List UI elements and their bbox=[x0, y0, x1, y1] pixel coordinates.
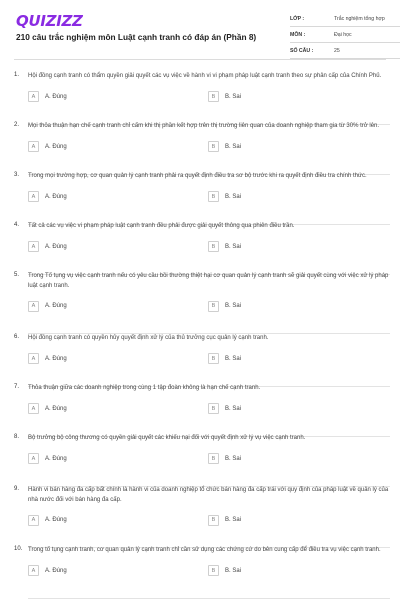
question-number: 5. bbox=[14, 272, 20, 278]
option-a[interactable] bbox=[28, 452, 208, 466]
option-letter-box: A bbox=[28, 241, 39, 252]
option-text: B. Sai bbox=[225, 193, 242, 200]
question-number: 2. bbox=[14, 122, 20, 128]
answer-options bbox=[28, 452, 390, 487]
answer-options bbox=[28, 190, 390, 225]
meta-value: Đại học bbox=[334, 31, 352, 38]
option-b[interactable] bbox=[208, 402, 388, 416]
option-text: B. Sai bbox=[225, 355, 242, 362]
answer-options bbox=[28, 240, 390, 275]
meta-key: MÔN : bbox=[290, 31, 306, 38]
option-letter-box: B bbox=[208, 301, 219, 312]
question-text: Hội đồng cạnh tranh có quyền hủy quyết định xử lý của thủ trưởng cục quản lý cạnh tranh. bbox=[28, 335, 269, 341]
option-b[interactable] bbox=[208, 140, 388, 154]
option-letter-box: A bbox=[28, 191, 39, 202]
option-letter-box: B bbox=[208, 91, 219, 102]
option-letter-box: B bbox=[208, 241, 219, 252]
option-b[interactable] bbox=[208, 240, 388, 254]
option-a[interactable] bbox=[28, 402, 208, 416]
option-letter-box: A bbox=[28, 403, 39, 414]
question-item bbox=[14, 384, 390, 437]
option-letter-box: B bbox=[208, 453, 219, 464]
option-letter-box: B bbox=[208, 353, 219, 364]
question-text: Thỏa thuận giữa các doanh nghiệp trong cùng 1 tập đoàn không là hạn chế cạnh tranh. bbox=[28, 385, 261, 391]
option-letter-box: B bbox=[208, 141, 219, 152]
question-number: 9. bbox=[14, 486, 20, 492]
option-a[interactable] bbox=[28, 190, 208, 204]
answer-options bbox=[28, 402, 390, 437]
option-letter-box: A bbox=[28, 453, 39, 464]
question-text: Trong tố tụng cạnh tranh, cơ quan quản lý cạnh tranh chỉ cần sử dụng các chứng cứ do bên cung cấp để điều tra vụ việc cạnh tranh. bbox=[28, 547, 381, 553]
option-a[interactable] bbox=[28, 352, 208, 366]
question-text: Hội đồng cạnh tranh có thẩm quyền giải quyết các vụ việc về hành vi vi phạm pháp luật cạnh tranh theo sự phân cấp của Chính Phủ. bbox=[28, 73, 382, 79]
question-item bbox=[14, 72, 390, 125]
option-text: A. Đúng bbox=[45, 143, 67, 150]
option-text: A. Đúng bbox=[45, 193, 67, 200]
answer-options bbox=[28, 140, 390, 175]
option-b[interactable] bbox=[208, 564, 388, 578]
answer-options bbox=[28, 564, 390, 599]
answer-options bbox=[28, 352, 390, 387]
option-b[interactable] bbox=[208, 190, 388, 204]
option-text: B. Sai bbox=[225, 93, 242, 100]
option-text: A. Đúng bbox=[45, 405, 67, 412]
question-text: Trong mọi trường hợp, cơ quan quản lý cạnh tranh phải ra quyết định điều tra sơ bộ trước khi ra quyết định điều tra chính thức. bbox=[28, 173, 367, 179]
option-a[interactable] bbox=[28, 140, 208, 154]
option-letter-box: A bbox=[28, 515, 39, 526]
option-text: B. Sai bbox=[225, 455, 242, 462]
option-text: A. Đúng bbox=[45, 355, 67, 362]
option-a[interactable] bbox=[28, 240, 208, 254]
option-a[interactable] bbox=[28, 513, 208, 527]
question-item bbox=[14, 172, 390, 225]
meta-key: LỚP : bbox=[290, 15, 305, 22]
option-text: A. Đúng bbox=[45, 455, 67, 462]
option-text: A. Đúng bbox=[45, 303, 67, 309]
option-b[interactable] bbox=[208, 452, 388, 466]
option-a[interactable] bbox=[28, 90, 208, 104]
worksheet-header bbox=[14, 0, 386, 60]
question-number: 4. bbox=[14, 222, 20, 228]
option-b[interactable] bbox=[208, 299, 388, 313]
meta-value: Trắc nghiệm tổng hợp bbox=[334, 15, 385, 22]
question-text: Hành vi bán hàng đa cấp bất chính là hành vi của doanh nghiệp tổ chức bán hàng đa cấp trái với quy định của pháp luật về quản lý của nhà nước đối với bán hàng đa cấp. bbox=[28, 487, 389, 503]
option-text: A. Đúng bbox=[45, 567, 67, 574]
option-b[interactable] bbox=[208, 352, 388, 366]
option-text: A. Đúng bbox=[45, 93, 67, 100]
question-number: 3. bbox=[14, 172, 20, 178]
option-letter-box: B bbox=[208, 403, 219, 414]
option-text: B. Sai bbox=[225, 143, 242, 150]
meta-key: SỐ CÂU : bbox=[290, 47, 314, 54]
question-item bbox=[14, 122, 390, 175]
option-b[interactable] bbox=[208, 90, 388, 104]
question-number: 10. bbox=[14, 546, 23, 552]
meta-row-count bbox=[290, 43, 400, 59]
option-text: A. Đúng bbox=[45, 243, 67, 250]
question-text: Mọi thỏa thuận hạn chế cạnh tranh chỉ cấm khi thị phần kết hợp trên thị trường liên quan của doanh nghiệp tham gia từ 30% trở lên. bbox=[28, 123, 380, 129]
option-text: B. Sai bbox=[225, 567, 242, 574]
meta-value: 25 bbox=[334, 47, 340, 54]
question-text: Bộ trưởng bộ công thương có quyền giải quyết các khiếu nại đối với quyết định xử lý vụ việc cạnh tranh. bbox=[28, 435, 306, 441]
question-number: 6. bbox=[14, 334, 20, 340]
option-b[interactable] bbox=[208, 513, 388, 527]
answer-options bbox=[28, 299, 390, 334]
quizizz-logo[interactable]: QUIZIZZ bbox=[16, 12, 83, 30]
question-number: 8. bbox=[14, 434, 20, 440]
option-text: B. Sai bbox=[225, 517, 242, 523]
question-item bbox=[14, 546, 390, 599]
option-text: A. Đúng bbox=[45, 517, 67, 523]
question-item bbox=[14, 222, 390, 275]
answer-options bbox=[28, 513, 390, 548]
option-letter-box: A bbox=[28, 91, 39, 102]
question-item bbox=[14, 486, 390, 548]
option-letter-box: A bbox=[28, 301, 39, 312]
meta-row-subject bbox=[290, 27, 400, 43]
question-item bbox=[14, 434, 390, 487]
option-letter-box: A bbox=[28, 565, 39, 576]
option-letter-box: A bbox=[28, 353, 39, 364]
option-text: B. Sai bbox=[225, 243, 242, 250]
question-number: 1. bbox=[14, 72, 20, 78]
question-text: Trong Tố tụng vụ việc cạnh tranh nếu có yêu cầu bồi thường thiệt hại cơ quan quản lý cạnh tranh sẽ giải quyết cùng với việc xử lý pháp luật cạnh tranh. bbox=[28, 273, 389, 289]
option-letter-box: B bbox=[208, 191, 219, 202]
option-text: B. Sai bbox=[225, 405, 242, 412]
answer-options bbox=[28, 90, 390, 125]
meta-row-class bbox=[290, 11, 400, 27]
meta-table bbox=[290, 11, 400, 59]
option-text: B. Sai bbox=[225, 303, 242, 309]
option-letter-box: B bbox=[208, 565, 219, 576]
worksheet-title: 210 câu trắc nghiệm môn Luật cạnh tranh có đáp án (Phần 8) bbox=[16, 32, 257, 42]
question-item bbox=[14, 272, 390, 334]
question-item bbox=[14, 334, 390, 387]
option-a[interactable] bbox=[28, 564, 208, 578]
question-text: Tất cả các vụ việc vi phạm pháp luật cạnh tranh đều phải được giải quyết thông qua phiên điều trần. bbox=[28, 223, 295, 229]
question-number: 7. bbox=[14, 384, 20, 390]
option-letter-box: A bbox=[28, 141, 39, 152]
option-a[interactable] bbox=[28, 299, 208, 313]
option-letter-box: B bbox=[208, 515, 219, 526]
